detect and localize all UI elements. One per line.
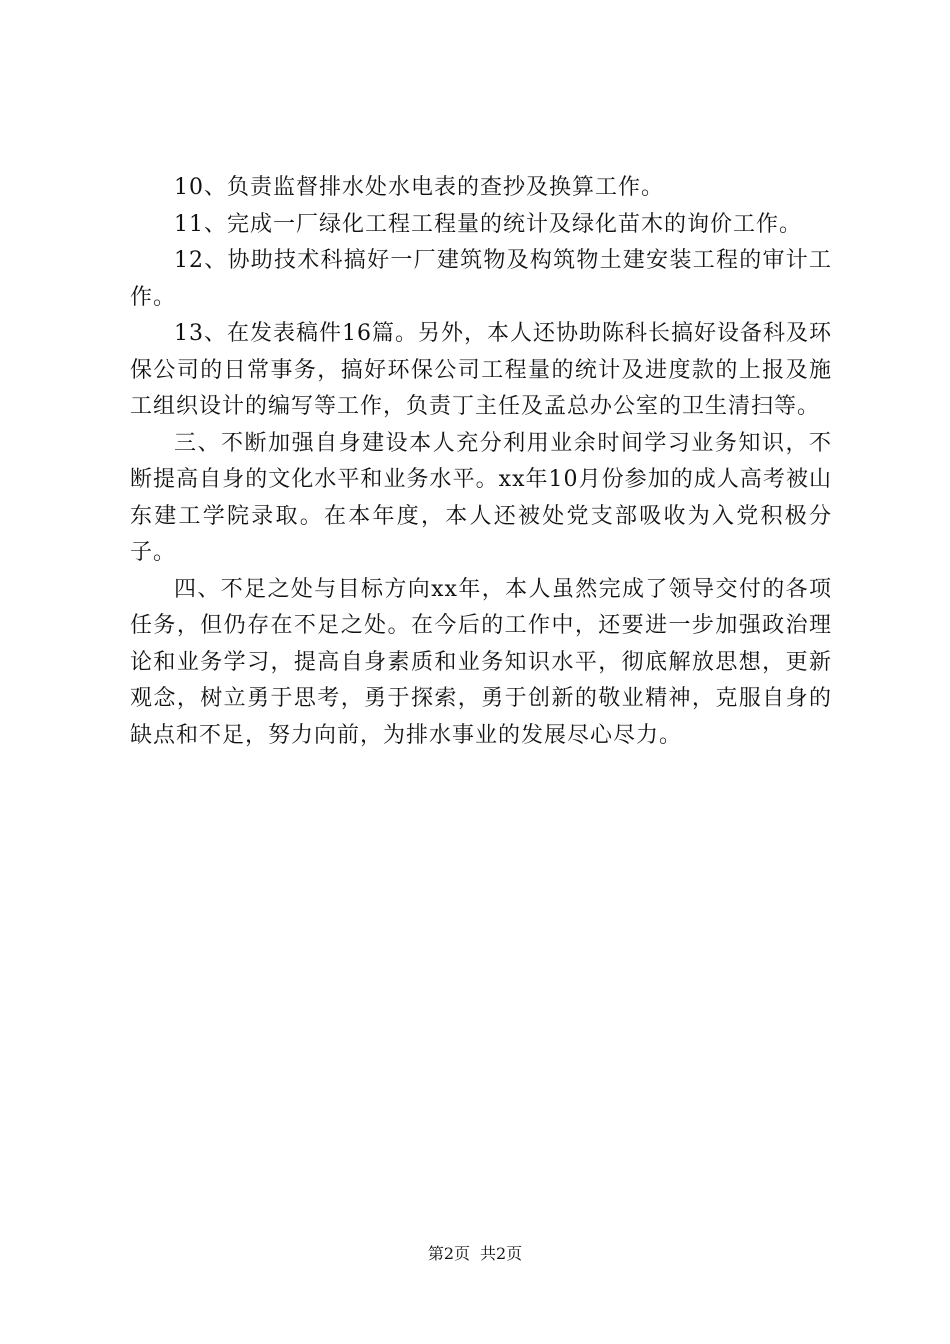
page-number-current: 第2页	[427, 1244, 470, 1263]
paragraph-item-13: 13、在发表稿件16篇。另外，本人还协助陈科长搞好设备科及环保公司的日常事务，搞好环保公司工程量的统计及进度款的上报及施工组织设计的编写等工作，负责丁主任及孟总办公室的卫生清扫等。	[130, 321, 832, 419]
paragraph-section-four: 四、不足之处与目标方向xx年，本人虽然完成了领导交付的各项任务，但仍存在不足之处。在今后的工作中，还要进一步加强政治理论和业务学习，提高自身素质和业务知识水平，彻底解放思想，更新观念，树立勇于思考，勇于探索，勇于创新的敬业精神，克服自身的缺点和不足，努力向前，为排水事业的发展尽心尽力。	[130, 576, 832, 748]
paragraph-item-12: 12、协助技术科搞好一厂建筑物及构筑物土建安装工程的审计工作。	[130, 248, 832, 310]
paragraph-section-three: 三、不断加强自身建设本人充分利用业余时间学习业务知识，不断提高自身的文化水平和业务水平。xx年10月份参加的成人高考被山东建工学院录取。在本年度，本人还被处党支部吸收为入党积极分子。	[130, 430, 832, 565]
page-number-total: 共2页	[480, 1244, 523, 1263]
document-body	[130, 170, 832, 754]
page-footer	[0, 1244, 950, 1264]
paragraph-item-11: 11、完成一厂绿化工程工程量的统计及绿化苗木的询价工作。	[174, 211, 802, 237]
paragraph-item-10: 10、负责监督排水处水电表的查抄及换算工作。	[174, 175, 664, 200]
